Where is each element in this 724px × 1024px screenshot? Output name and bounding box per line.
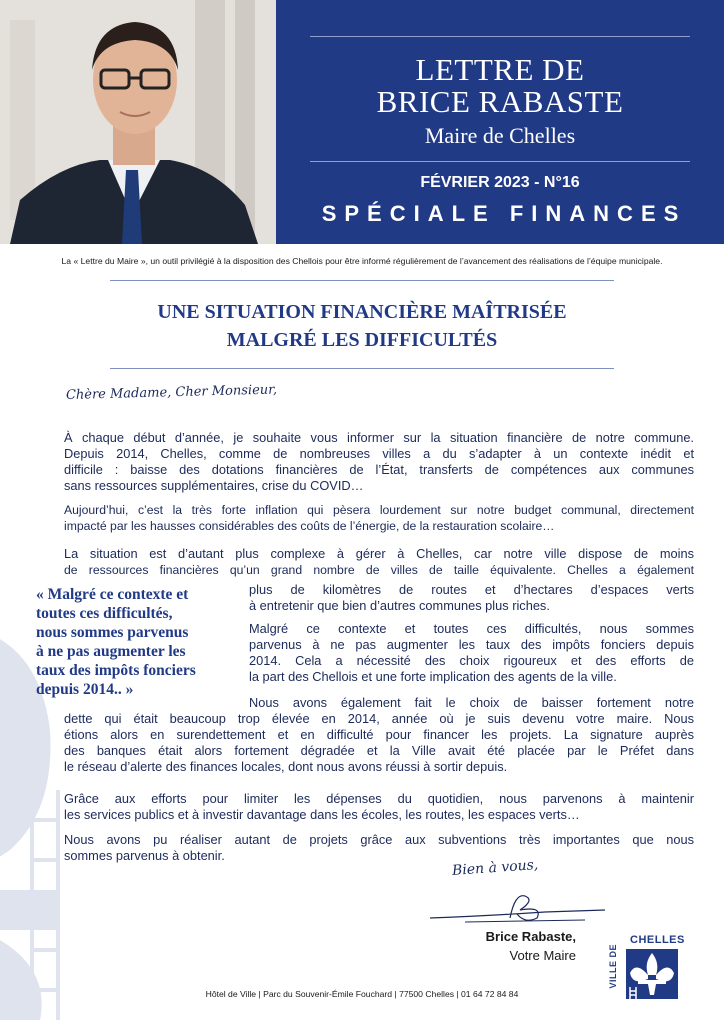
text-line: Nous avons pu réaliser autant de projets grâce aux subventions très importantes que nous	[64, 832, 694, 847]
logo-name: CHELLES	[630, 934, 685, 946]
headline	[0, 298, 724, 354]
text-line: difficile : baisse des dotations financières de l’État, transferts de compétences aux communes	[64, 462, 694, 477]
quote-line: à ne pas augmenter les	[36, 643, 186, 660]
divider	[110, 368, 614, 369]
quote-line: taux des impôts fonciers	[36, 662, 196, 679]
handwritten-salutation: Chère Madame, Cher Monsieur,	[65, 382, 278, 403]
title-line-1: LETTRE DE	[415, 52, 585, 87]
quote-line: nous sommes parvenus	[36, 624, 189, 641]
text-line: parvenus à ne pas augmenter les taux des impôts fonciers depuis	[249, 637, 694, 652]
text-line: Malgré ce contexte et toutes ces difficultés, nous sommes	[249, 621, 694, 636]
handwritten-closing: Bien à vous,	[451, 857, 539, 879]
text-line: sommes parvenus à obtenir.	[64, 848, 225, 863]
text-line: La situation est d’autant plus complexe à gérer à Chelles, car notre ville dispose de moins	[64, 546, 694, 561]
text-line: À chaque début d’année, je souhaite vous informer sur la situation financière de notre commune.	[64, 430, 694, 445]
intro-text: La « Lettre du Maire », un outil privilégié à la disposition des Chellois pour être informé régulièrement de l’avancement des réalisations de l’équipe municipale.	[61, 256, 663, 266]
divider	[110, 280, 614, 281]
paragraph-1	[64, 430, 694, 494]
text-line: plus de kilomètres de routes et d’hectares d’espaces verts	[249, 582, 694, 597]
headline-line-2: MALGRÉ LES DIFFICULTÉS	[226, 329, 498, 351]
chelles-logo	[604, 934, 684, 1004]
text-line: des banques était alors fortement dégradée et la Ville avait été placée par le Préfet dans	[64, 743, 694, 758]
fleur-de-lis-icon	[626, 949, 678, 999]
footer-address: Hôtel de Ville | Parc du Souvenir-Émile Fouchard | 77500 Chelles | 01 64 72 84 84	[205, 989, 519, 999]
divider	[310, 161, 690, 162]
paragraph-7	[64, 832, 694, 864]
pull-quote	[36, 585, 250, 699]
text-line: Grâce aux efforts pour limiter les dépenses du quotidien, nous parvenons à maintenir	[64, 791, 694, 806]
title-block	[276, 0, 724, 244]
title-line-2: BRICE RABASTE	[376, 84, 624, 119]
quote-line: toutes ces difficultés,	[36, 605, 173, 622]
text-line: les services publics et à investir davantage dans les écoles, les routes, les espaces verts…	[64, 807, 580, 822]
logo-side-text: VILLE DE	[608, 944, 618, 989]
signatory-name: Brice Rabaste,	[485, 929, 576, 944]
paragraph-4	[249, 621, 694, 685]
paragraph-6	[64, 791, 694, 823]
text-line: étions alors en surendettement et en difficulté pour financer les projets. La signature auprès	[64, 727, 694, 742]
edition-label: SPÉCIALE FINANCES	[321, 201, 687, 226]
portrait-illustration	[0, 0, 276, 244]
paragraph-3	[64, 546, 694, 578]
paragraph-5-start	[249, 695, 694, 711]
divider	[310, 36, 690, 37]
paragraph-3-continued	[249, 582, 694, 614]
paragraph-5	[64, 711, 694, 775]
paragraph-2	[64, 502, 694, 534]
text-line: le réseau d’alerte des finances locales, dont nous avons réussi à sortir depuis.	[64, 759, 508, 774]
signatory-role: Votre Maire	[509, 948, 576, 963]
text-line: dette qui était beaucoup trop élevée en 2014, année où je suis devenu votre maire. Nous	[64, 711, 694, 726]
quote-line: depuis 2014.. »	[36, 681, 134, 698]
text-line: 2014. Cela a nécessité des choix rigoureux et des efforts de	[249, 653, 694, 668]
headline-line-1: UNE SITUATION FINANCIÈRE MAÎTRISÉE	[157, 301, 567, 323]
text-line: Nous avons également fait le choix de baisser fortement notre	[249, 695, 694, 710]
text-line: la part des Chellois et une forte implication des agents de la ville.	[249, 669, 617, 684]
text-line: à entretenir que bien d’autres communes plus riches.	[249, 598, 550, 613]
text-line: Depuis 2014, Chelles, comme de nombreuses villes a du s’adapter à un contexte inédit et	[64, 446, 694, 461]
quote-line: « Malgré ce contexte et	[36, 586, 189, 603]
text-line: Aujourd’hui, c’est la très forte inflation qui pèsera lourdement sur notre budget communal, directement	[64, 503, 694, 517]
mayor-portrait	[0, 0, 276, 244]
text-line: impacté par les hausses considérables des coûts de l’énergie, de la restauration scolaire…	[64, 519, 555, 533]
issue-label: FÉVRIER 2023 - N°16	[420, 174, 580, 191]
signature-scribble	[425, 888, 615, 928]
text-line: sans ressources supplémentaires, crise du COVID…	[64, 478, 364, 493]
subtitle: Maire de Chelles	[424, 123, 576, 148]
text-line: de ressources financières qu’un grand nombre de villes de taille équivalente. Chelles a également	[64, 563, 694, 577]
